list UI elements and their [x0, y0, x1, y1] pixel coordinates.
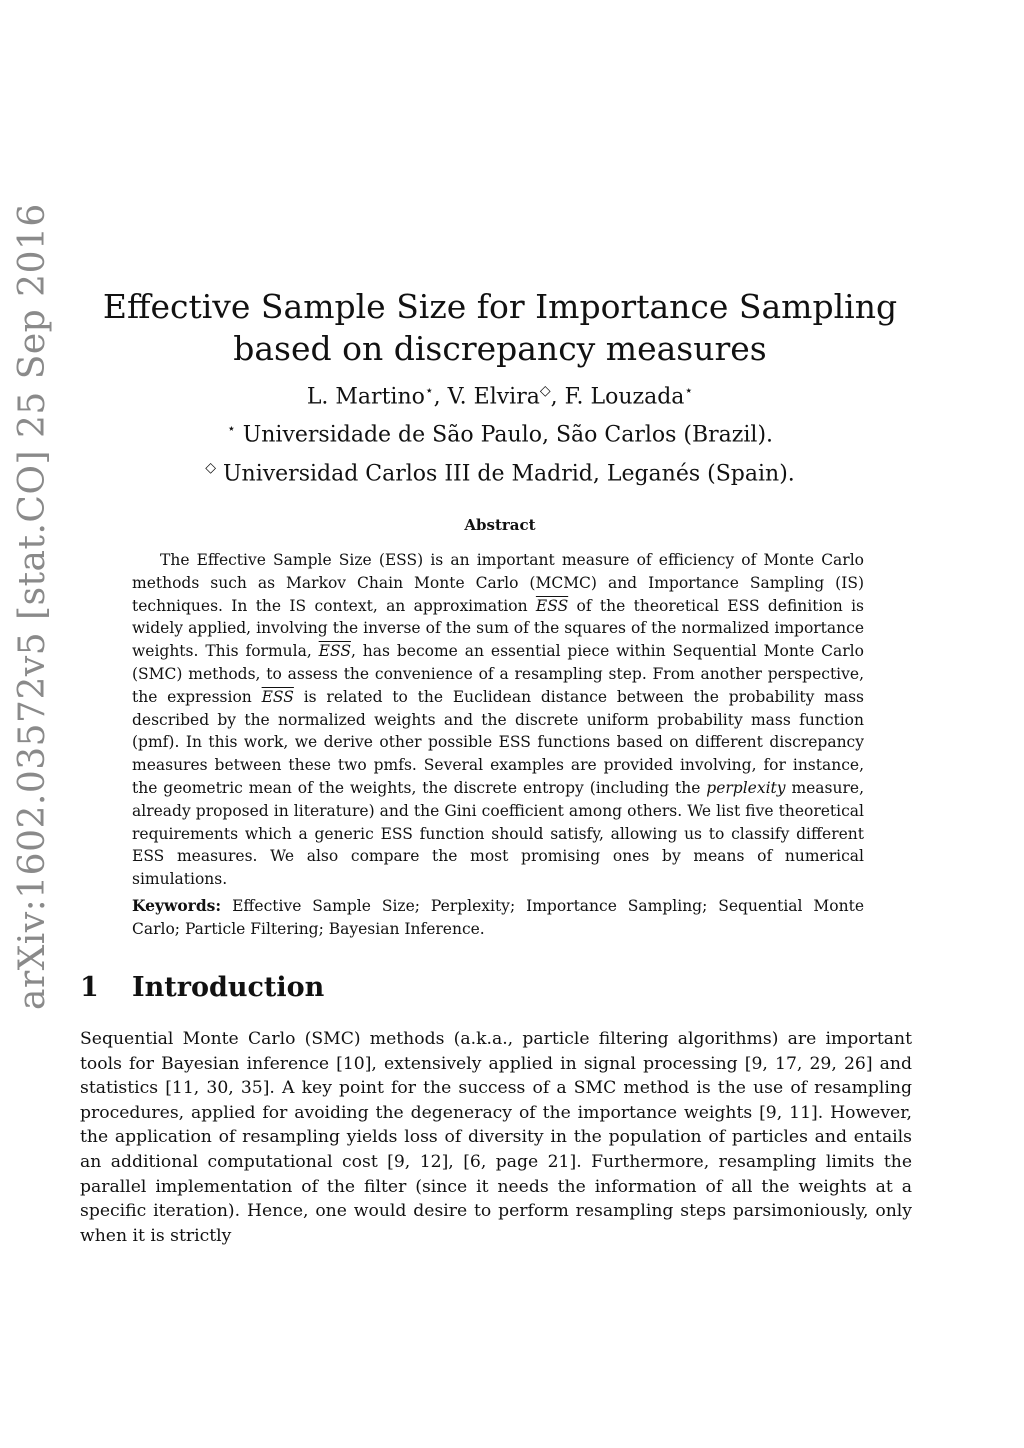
ess-hat-symbol: $\overline{ESS}$	[318, 642, 351, 661]
affiliation-mark: ⋆	[226, 421, 236, 438]
author-names	[0, 375, 1000, 413]
paper-title: Effective Sample Size for Importance Sampling based on discrepancy measures	[102, 287, 898, 369]
perplexity-term: perplexity	[706, 778, 786, 797]
affiliation-text: Universidad Carlos III de Madrid, Leganés (Spain).	[222, 460, 795, 486]
affiliation-line	[0, 452, 1000, 490]
affiliation-mark: ◇	[539, 383, 551, 399]
author-name: V. Elvira	[447, 384, 540, 410]
affiliation-text: Universidade de São Paulo, São Carlos (Brazil).	[242, 422, 774, 448]
affiliation-mark: ⋆	[684, 383, 694, 399]
abstract-text: is related to the Euclidean distance between the probability mass described by the normalized weights and the discrete uniform probability mass function (pmf). In this work, we derive other possible ESS functions based on different discrepancy measures between these two pmfs. Several examples are provided involving, for instance, the geometric mean of the weights, the discrete entropy (including the	[132, 687, 864, 797]
keywords-text: Effective Sample Size; Perplexity; Importance Sampling; Sequential Monte Carlo; Particle Filtering; Bayesian Inference.	[132, 897, 864, 938]
abstract-heading: Abstract	[464, 516, 536, 534]
section-number: 1	[80, 972, 99, 1003]
affiliation-mark: ◇	[205, 459, 216, 476]
affiliation-line	[0, 413, 1000, 451]
abstract-text: of the theoretical ESS definition is widely applied, involving the inverse of the sum of the squares of the normalized importance weights. This formula,	[132, 596, 864, 661]
abstract-text: , has become an essential piece within Sequential Monte Carlo (SMC) methods, to assess the convenience of a resampling step. From another perspective, the expression	[132, 642, 864, 706]
arxiv-identifier: arXiv:1602.03572v5 [stat.CO] 25 Sep 2016	[12, 203, 53, 1010]
affiliation-mark: ⋆	[424, 383, 434, 399]
author-separator: ,	[550, 384, 565, 410]
ess-hat-symbol: $\overline{ESS}$	[261, 687, 294, 706]
abstract-body	[132, 549, 864, 891]
introduction-paragraph: Sequential Monte Carlo (SMC) methods (a.k.a., particle filtering algorithms) are important tools for Bayesian inference [10], extensively applied in signal processing [9, 17, 29, 26] and statistics [11, 30, 35]. A key point for the success of a SMC method is the use of resampling procedures, applied for avoiding the degeneracy of the importance weights [9, 11]. However, the application of resampling yields loss of diversity in the population of particles and entails an additional computational cost [9, 12], [6, page 21]. Furthermore, resampling limits the parallel implementation of the filter (since it needs the information of all the weights at a specific iteration). Hence, one would desire to perform resampling steps parsimoniously, only when it is strictly	[80, 1029, 912, 1246]
author-block	[0, 375, 1000, 490]
keywords-label: Keywords:	[132, 896, 222, 915]
ess-hat-symbol: $\overline{ESS}$	[535, 596, 569, 615]
abstract-text: The Effective Sample Size (ESS) is an important measure of efficiency of Monte Carlo methods such as Markov Chain Monte Carlo (MCMC) and Importance Sampling (IS) techniques. In the IS context, an approximation	[132, 551, 864, 615]
author-name: F. Louzada	[564, 384, 685, 410]
author-separator: ,	[433, 384, 448, 410]
abstract-text: measure, already proposed in literature) and the Gini coefficient among others. We list five theoretical requirements which a generic ESS function should satisfy, allowing us to classify different ESS measures. We also compare the most promising ones by means of numerical simulations.	[132, 778, 864, 889]
author-name: L. Martino	[306, 384, 425, 410]
section-title: Introduction	[132, 972, 325, 1003]
keywords	[132, 895, 864, 941]
section-heading	[80, 972, 324, 1003]
